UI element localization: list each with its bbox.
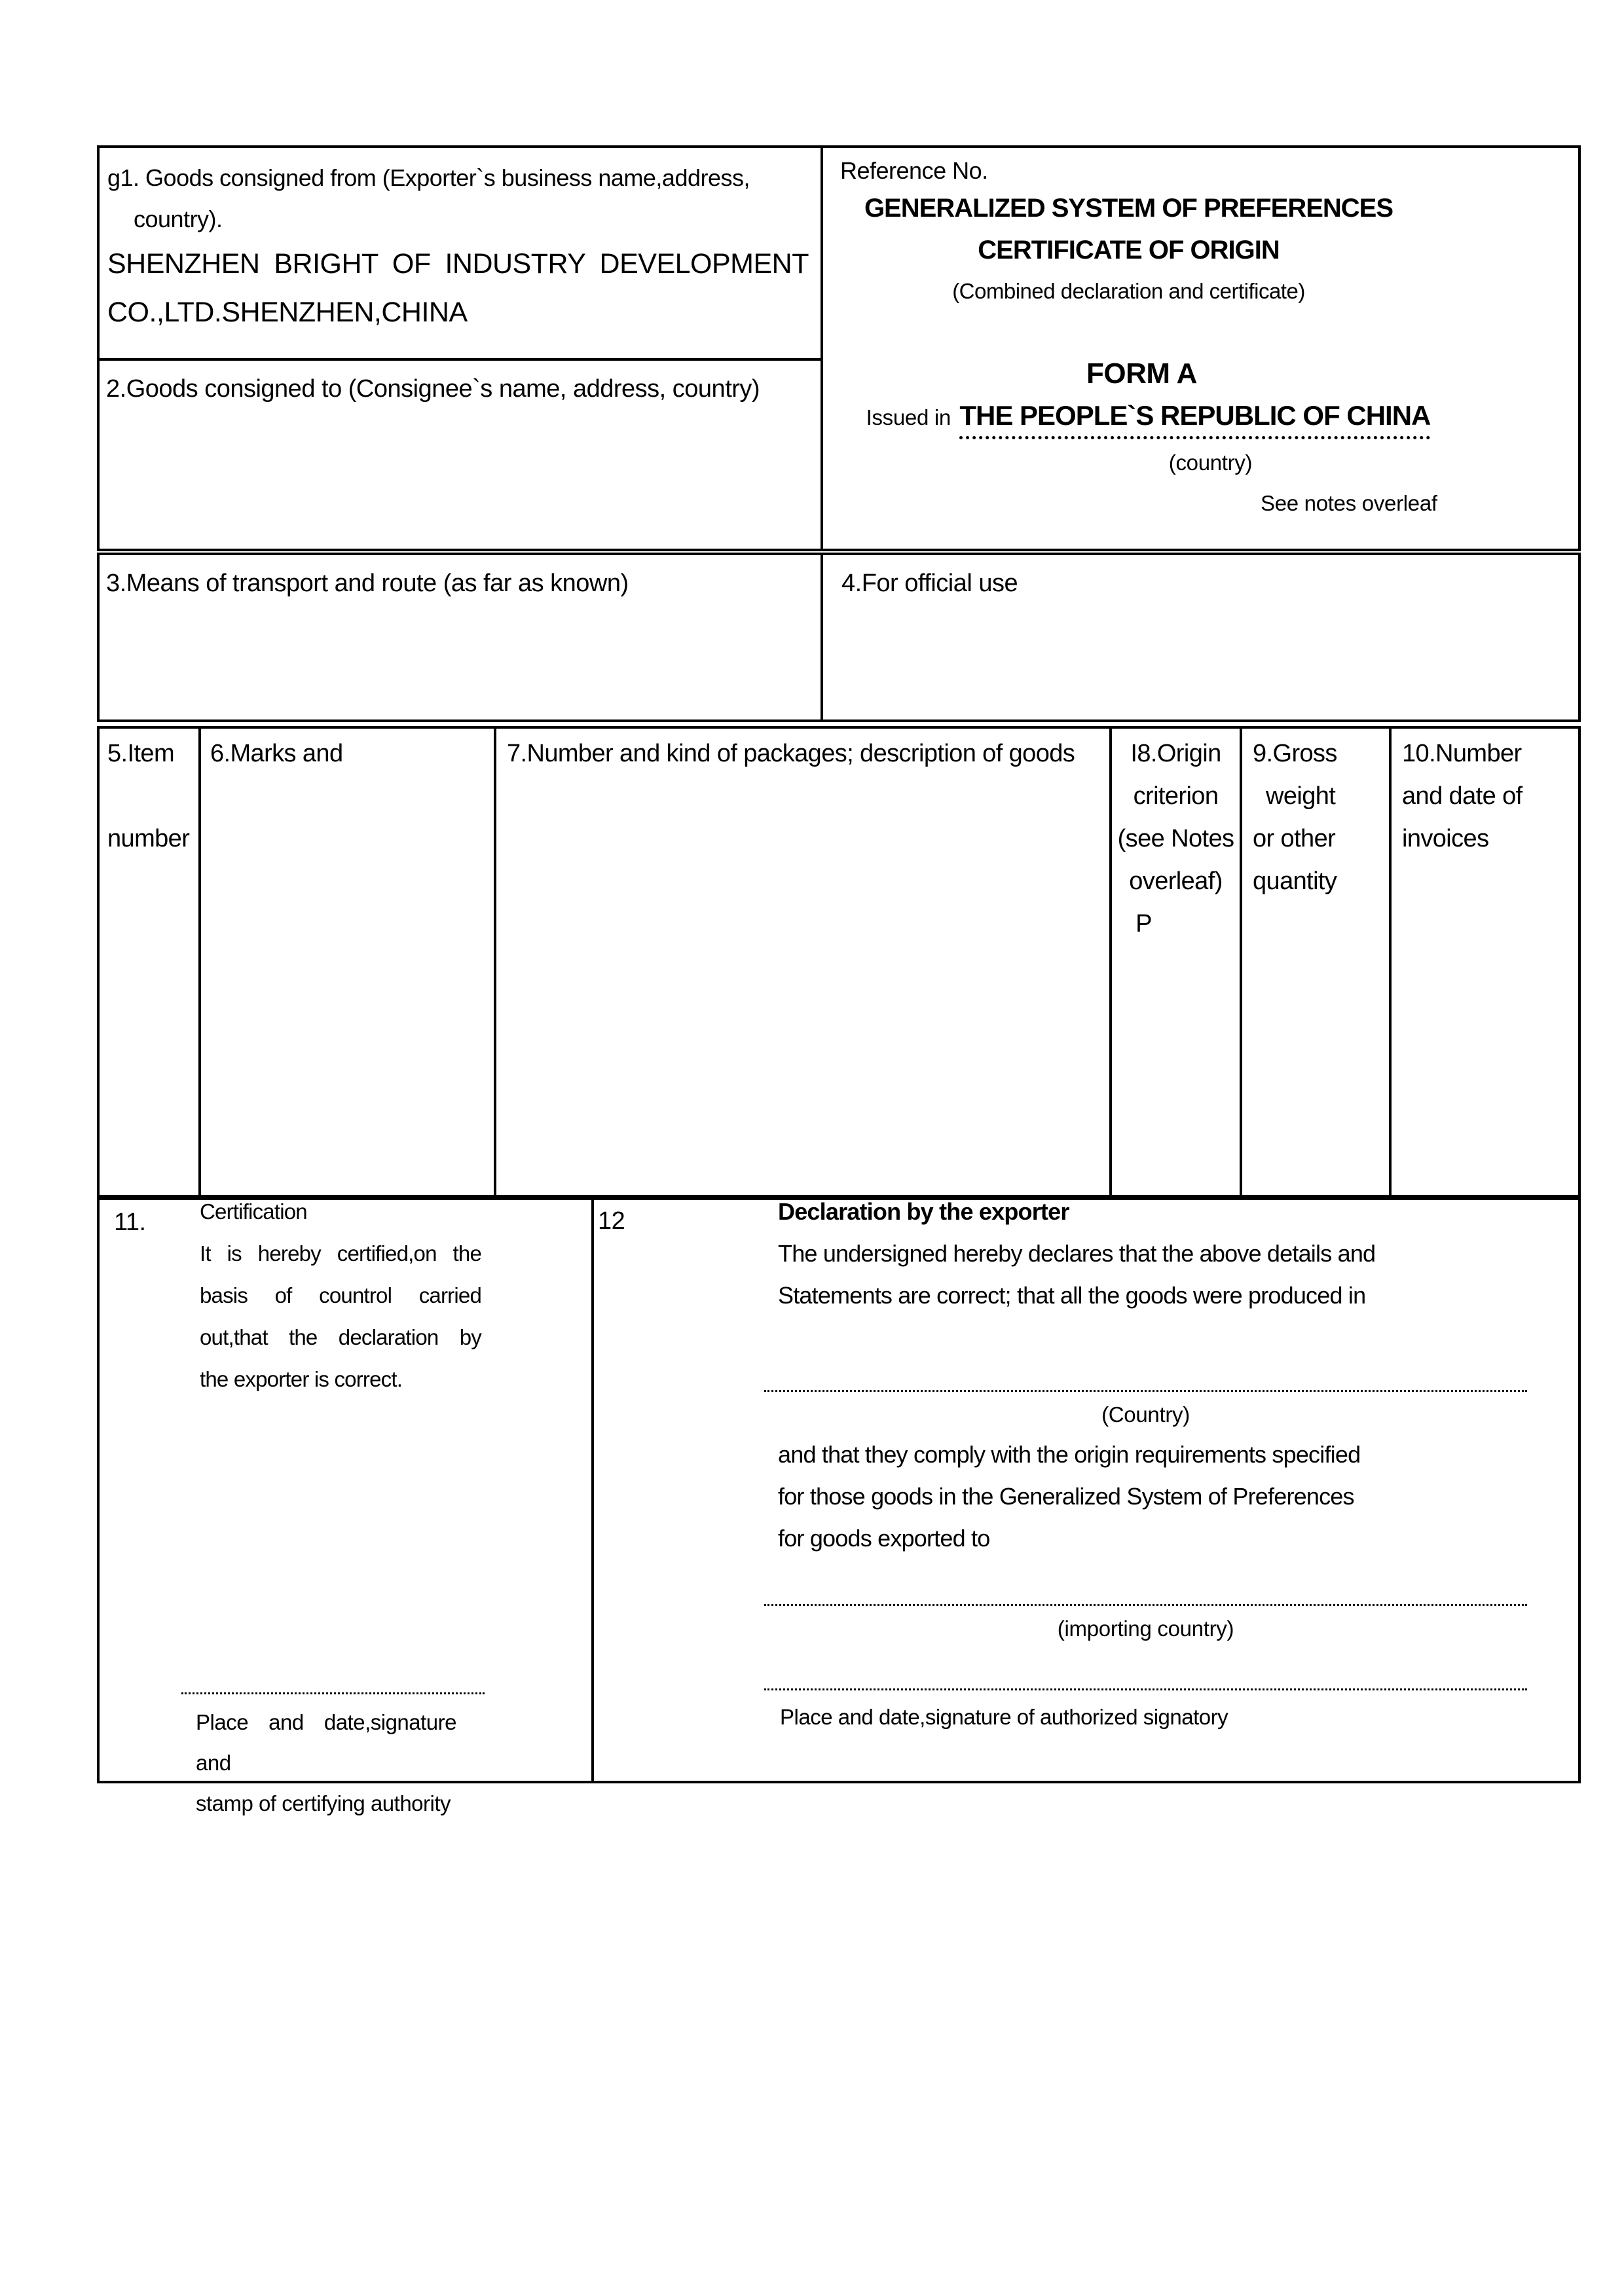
col8-line2: criterion [1133, 782, 1219, 810]
certificate-header-cell [822, 147, 1579, 550]
col9-line3: or other [1253, 825, 1336, 852]
box11-certification [98, 1199, 593, 1815]
col7-packages-description-header [495, 727, 1111, 1196]
box11-body-line4: the exporter is correct. [200, 1367, 403, 1391]
box12-body-line3: and that they comply with the origin requirements specified [778, 1441, 1361, 1468]
reference-no-label: Reference No. [840, 157, 988, 184]
box11-footer-line1: Place and date,signature and [196, 1710, 456, 1775]
box3-means-of-transport [98, 554, 822, 721]
issued-in-prefix: Issued in [866, 405, 951, 429]
top-table [97, 145, 1581, 551]
issuing-country-name: THE PEOPLE`S REPUBLIC OF CHINA [959, 400, 1430, 439]
col7-label: 7.Number and kind of packages; description of goods [507, 740, 1075, 767]
col10-invoices-header [1390, 727, 1579, 1196]
col9-line1: 9.Gross [1253, 740, 1337, 767]
col10-line2: and date of [1402, 782, 1522, 810]
form-a-label: FORM A [1086, 357, 1197, 390]
box12-text-column [764, 1191, 1527, 1734]
transport-table [97, 553, 1581, 722]
col8-line4: overleaf) [1129, 867, 1223, 895]
col8-origin-criterion-header [1111, 727, 1241, 1196]
certifying-authority-signature-line [181, 1692, 485, 1694]
box12-body-line2: Statements are correct; that all the goods were produced in [778, 1282, 1366, 1309]
box11-signature-area [181, 1692, 485, 1824]
col5-line2: number [107, 825, 190, 852]
col10-line3: invoices [1402, 825, 1489, 852]
col5-item-number-header [98, 727, 200, 1196]
box12-importing-country-caption: (importing country) [1057, 1616, 1234, 1641]
box2-label: 2.Goods consigned to (Consignee`s name, address, country) [106, 375, 760, 403]
box12-declaration [593, 1199, 1579, 1782]
box2-goods-consigned-to [98, 359, 822, 550]
importing-country-fill-line [764, 1604, 1527, 1606]
certification-declaration-table [97, 1197, 1581, 1815]
col8-line1: I8.Origin [1130, 740, 1221, 767]
box12-body-line4: for those goods in the Generalized System of Preferences [778, 1483, 1354, 1510]
exporter-name-line1: SHENZHEN BRIGHT OF INDUSTRY DEVELOPMENT [107, 248, 809, 280]
box11-body-line1: It is hereby certified,on the [200, 1241, 481, 1266]
box12-body-line5: for goods exported to [778, 1525, 990, 1552]
col6-label: 6.Marks and [210, 740, 343, 767]
box1-label-line1: g1. Goods consigned from (Exporter`s business name,address, [107, 164, 750, 191]
col8-line3: (see Notes [1117, 825, 1234, 852]
col5-line1: 5.Item [107, 740, 174, 767]
box12-title: Declaration by the exporter [778, 1198, 1069, 1225]
box12-number: 12 [598, 1207, 625, 1235]
box1-label-line2: country). [134, 206, 223, 232]
box12-body-line1: The undersigned hereby declares that the above details and [778, 1240, 1376, 1267]
country-caption: (country) [1168, 450, 1253, 475]
see-notes-overleaf: See notes overleaf [1261, 491, 1437, 515]
box11-signature-caption [181, 1702, 456, 1824]
col6-marks-header [200, 727, 495, 1196]
box12-signature-caption: Place and date,signature of authorized signatory [780, 1705, 1228, 1729]
col9-gross-weight-header [1241, 727, 1390, 1196]
origin-criterion-value: P [1135, 910, 1152, 938]
box11-number: 11. [114, 1209, 146, 1236]
goods-table [97, 726, 1581, 1197]
box12-country-caption: (Country) [1101, 1402, 1190, 1427]
box4-official-use [822, 554, 1579, 721]
authorized-signatory-signature-line [764, 1688, 1527, 1690]
certificate-title-line2: CERTIFICATE OF ORIGIN [978, 236, 1280, 264]
box11-text-block [200, 1191, 481, 1400]
box11-body-line3: out,that the declaration by [200, 1325, 481, 1349]
certificate-title-block [823, 187, 1434, 312]
box11-title: Certification [200, 1199, 307, 1224]
col5-spacer [107, 775, 198, 818]
col9-line4: quantity [1253, 867, 1337, 895]
certificate-subtitle: (Combined declaration and certificate) [952, 279, 1305, 303]
certificate-title-line1: GENERALIZED SYSTEM OF PREFERENCES [864, 194, 1393, 223]
box11-footer-line2: stamp of certifying authority [196, 1791, 451, 1815]
box3-label: 3.Means of transport and route (as far as known) [106, 570, 629, 597]
exporter-name-line2: CO.,LTD.SHENZHEN,CHINA [107, 297, 468, 328]
box1-goods-consigned-from [98, 147, 822, 359]
issued-in-line [823, 400, 1473, 431]
box4-label: 4.For official use [841, 570, 1018, 597]
box11-body-line2: basis of countrol carried [200, 1283, 481, 1307]
col10-line1: 10.Number [1402, 740, 1522, 767]
col9-line2: weight [1266, 782, 1336, 810]
country-fill-line [764, 1390, 1527, 1392]
